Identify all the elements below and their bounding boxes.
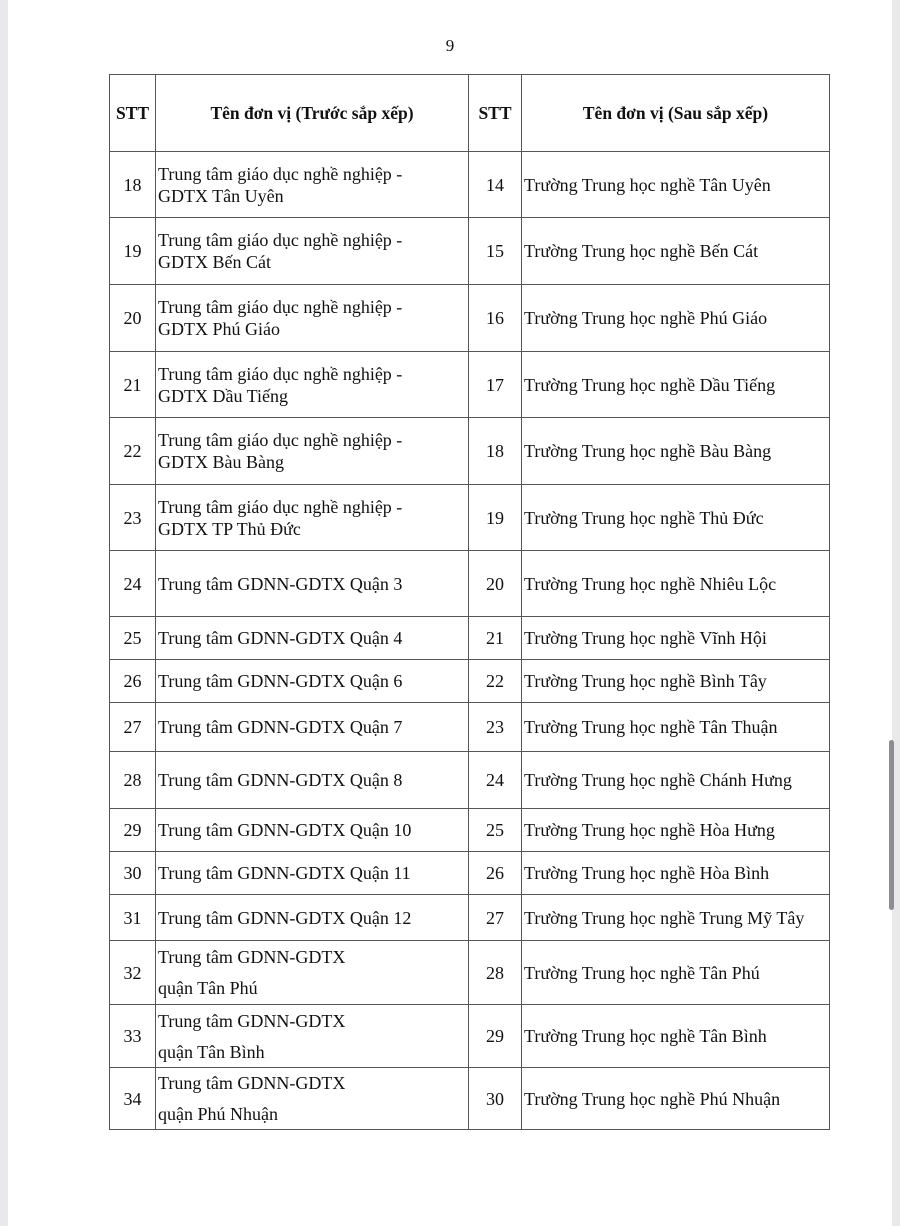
name-before-cell	[156, 752, 469, 809]
name-before-cell	[156, 660, 469, 703]
name-before-cell	[156, 418, 469, 485]
stt-after-cell: 18	[469, 418, 522, 485]
stt-before-cell: 24	[110, 551, 156, 617]
name-before-line-1: Trung tâm GDNN-GDTX Quận 8	[158, 770, 403, 790]
name-after-cell: Trường Trung học nghề Nhiêu Lộc	[522, 551, 830, 617]
name-before-line-2: GDTX Tân Uyên	[158, 185, 284, 206]
name-before-line-1: Trung tâm GDNN-GDTX Quận 3	[158, 573, 403, 594]
name-before-line-2: quận Tân Phú	[158, 978, 258, 998]
name-before-line-1: Trung tâm giáo dục nghề nghiệp -	[158, 363, 403, 384]
name-after-cell: Trường Trung học nghề Tân Uyên	[522, 152, 830, 218]
name-before-line-1: Trung tâm GDNN-GDTX	[158, 1073, 346, 1093]
name-before-line-2: GDTX TP Thủ Đức	[158, 518, 301, 539]
name-before-cell	[156, 485, 469, 551]
table-row	[110, 551, 830, 617]
name-before-line-1: Trung tâm giáo dục nghề nghiệp -	[158, 297, 403, 317]
stt-after-cell: 21	[469, 617, 522, 660]
stt-after-cell: 22	[469, 660, 522, 703]
stt-before-cell: 20	[110, 285, 156, 352]
name-after-cell: Trường Trung học nghề Tân Thuận	[522, 703, 830, 752]
stt-before-cell: 25	[110, 617, 156, 660]
name-after-cell: Trường Trung học nghề Hòa Hưng	[522, 809, 830, 852]
table-header-row	[110, 75, 830, 152]
stt-before-cell: 21	[110, 352, 156, 418]
name-before-cell	[156, 285, 469, 352]
stt-after-cell: 30	[469, 1068, 522, 1130]
name-before-line-2: GDTX Bến Cát	[158, 252, 271, 272]
name-after-cell: Trường Trung học nghề Trung Mỹ Tây	[522, 895, 830, 941]
stt-after-cell: 28	[469, 941, 522, 1005]
table-row	[110, 1068, 830, 1130]
stt-after-cell: 14	[469, 152, 522, 218]
stt-before-cell: 34	[110, 1068, 156, 1130]
stt-after-cell: 15	[469, 218, 522, 285]
name-before-line-1: Trung tâm giáo dục nghề nghiệp -	[158, 430, 403, 450]
name-after-cell: Trường Trung học nghề Bàu Bàng	[522, 418, 830, 485]
table-row	[110, 617, 830, 660]
stt-before-cell: 32	[110, 941, 156, 1005]
stt-after-cell: 27	[469, 895, 522, 941]
name-before-line-1: Trung tâm GDNN-GDTX Quận 12	[158, 907, 412, 928]
stt-after-cell: 17	[469, 352, 522, 418]
header-stt-after: STT	[469, 75, 522, 152]
stt-before-cell: 23	[110, 485, 156, 551]
name-before-cell	[156, 941, 469, 1005]
table-row	[110, 352, 830, 418]
stt-before-cell: 22	[110, 418, 156, 485]
stt-before-cell: 33	[110, 1005, 156, 1068]
vertical-scrollbar[interactable]	[889, 740, 894, 910]
stt-after-cell: 23	[469, 703, 522, 752]
stt-after-cell: 29	[469, 1005, 522, 1068]
table-row	[110, 895, 830, 941]
table-row	[110, 852, 830, 895]
table-row	[110, 418, 830, 485]
table-row	[110, 703, 830, 752]
stt-after-cell: 16	[469, 285, 522, 352]
table-row	[110, 941, 830, 1005]
stt-after-cell: 19	[469, 485, 522, 551]
name-before-cell	[156, 1068, 469, 1130]
name-after-cell: Trường Trung học nghề Bình Tây	[522, 660, 830, 703]
stt-before-cell: 18	[110, 152, 156, 218]
name-before-cell	[156, 551, 469, 617]
name-before-line-2: GDTX Bàu Bàng	[158, 452, 284, 472]
name-before-line-1: Trung tâm GDNN-GDTX	[158, 1010, 346, 1031]
table-row	[110, 752, 830, 809]
name-before-cell	[156, 703, 469, 752]
header-name-after: Tên đơn vị (Sau sắp xếp)	[522, 75, 830, 152]
name-before-line-2: quận Tân Bình	[158, 1041, 265, 1062]
name-after-cell: Trường Trung học nghề Hòa Bình	[522, 852, 830, 895]
table-row	[110, 660, 830, 703]
name-before-cell	[156, 617, 469, 660]
table-row	[110, 285, 830, 352]
name-before-cell	[156, 809, 469, 852]
page-number: 9	[445, 36, 455, 55]
stt-before-cell: 27	[110, 703, 156, 752]
name-before-line-2: GDTX Phú Giáo	[158, 319, 280, 339]
header-stt-before: STT	[110, 75, 156, 152]
name-before-line-1: Trung tâm giáo dục nghề nghiệp -	[158, 496, 403, 517]
table-row	[110, 218, 830, 285]
name-before-line-1: Trung tâm giáo dục nghề nghiệp -	[158, 163, 403, 184]
stt-before-cell: 19	[110, 218, 156, 285]
name-after-cell: Trường Trung học nghề Dầu Tiếng	[522, 352, 830, 418]
name-before-line-1: Trung tâm giáo dục nghề nghiệp -	[158, 230, 403, 250]
name-after-cell: Trường Trung học nghề Vĩnh Hội	[522, 617, 830, 660]
name-before-cell	[156, 895, 469, 941]
name-before-line-1: Trung tâm GDNN-GDTX Quận 6	[158, 671, 403, 691]
table-row	[110, 485, 830, 551]
name-after-cell: Trường Trung học nghề Phú Giáo	[522, 285, 830, 352]
name-before-cell	[156, 352, 469, 418]
table-body	[110, 152, 830, 1130]
stt-after-cell: 26	[469, 852, 522, 895]
table-row	[110, 809, 830, 852]
name-after-cell: Trường Trung học nghề Phú Nhuận	[522, 1068, 830, 1130]
name-before-line-2: quận Phú Nhuận	[158, 1104, 278, 1124]
stt-after-cell: 25	[469, 809, 522, 852]
document-page	[8, 0, 892, 1226]
reorganization-table	[109, 74, 830, 1130]
name-after-cell: Trường Trung học nghề Bến Cát	[522, 218, 830, 285]
name-before-cell	[156, 852, 469, 895]
stt-after-cell: 20	[469, 551, 522, 617]
stt-after-cell: 24	[469, 752, 522, 809]
name-before-cell	[156, 218, 469, 285]
name-before-line-1: Trung tâm GDNN-GDTX Quận 10	[158, 820, 412, 840]
name-before-line-1: Trung tâm GDNN-GDTX	[158, 947, 346, 967]
stt-before-cell: 31	[110, 895, 156, 941]
name-before-cell	[156, 152, 469, 218]
stt-before-cell: 29	[110, 809, 156, 852]
name-before-line-1: Trung tâm GDNN-GDTX Quận 11	[158, 863, 411, 883]
name-before-line-1: Trung tâm GDNN-GDTX Quận 7	[158, 717, 403, 737]
name-after-cell: Trường Trung học nghề Thủ Đức	[522, 485, 830, 551]
header-name-before: Tên đơn vị (Trước sắp xếp)	[156, 75, 469, 152]
stt-before-cell: 30	[110, 852, 156, 895]
name-after-cell: Trường Trung học nghề Tân Phú	[522, 941, 830, 1005]
table-row	[110, 152, 830, 218]
stt-before-cell: 28	[110, 752, 156, 809]
name-before-line-2: GDTX Dầu Tiếng	[158, 385, 289, 406]
name-after-cell: Trường Trung học nghề Chánh Hưng	[522, 752, 830, 809]
table-row	[110, 1005, 830, 1068]
name-before-line-1: Trung tâm GDNN-GDTX Quận 4	[158, 628, 403, 648]
stt-before-cell: 26	[110, 660, 156, 703]
name-after-cell: Trường Trung học nghề Tân Bình	[522, 1005, 830, 1068]
name-before-cell	[156, 1005, 469, 1068]
